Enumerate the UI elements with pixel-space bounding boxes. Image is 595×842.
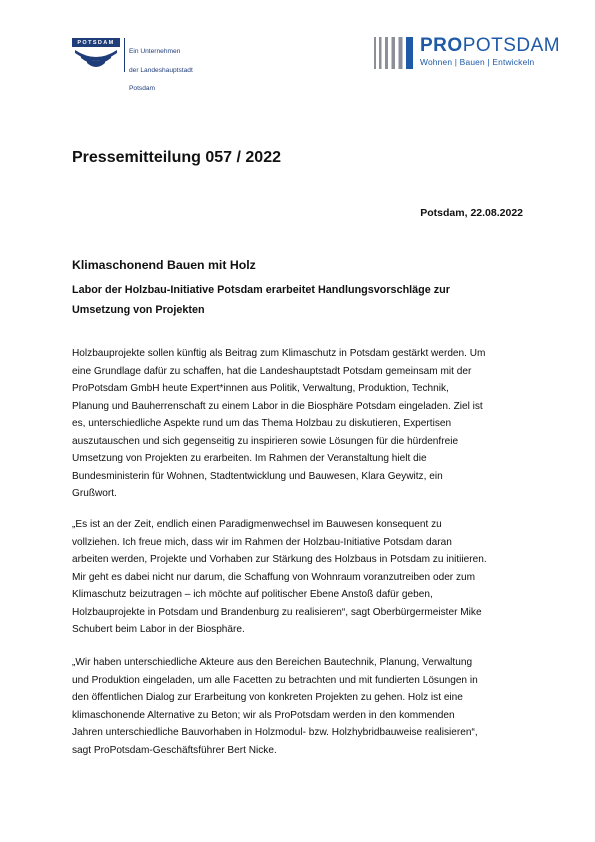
text-line: arbeiten werden, Projekte und Vorhaben zur Stärkung des Holzbaus in Potsdam zu initiieren. [72,554,487,565]
tagline-line: Potsdam [129,85,156,93]
subheadline-line: Umsetzung von Projekten [72,304,205,316]
text-line: vollziehen. Ich freue mich, dass wir im Rahmen der Holzbau-Initiative Potsdam daran [72,536,452,548]
paragraph-quote-mayor [72,516,530,639]
seal-word: POTSDAM [77,40,115,46]
text-line: den öffentlichen Dialog zur Erarbeitung von konkreten Projekten zu gehen. Holz ist eine [72,692,463,703]
text-line: Bundesministerin für Wohnen, Stadtentwicklung und Bauwesen, Klara Geywitz, ein [72,470,443,482]
text-line: eine Grundlage dafür zu schaffen, hat die Landeshauptstadt Potsdam gemeinsam mit der [72,365,472,377]
text-line: sagt ProPotsdam-Geschäftsführer Bert Nicke. [72,744,277,756]
logo-tagline [129,38,193,102]
logo-divider [124,38,125,72]
text-line: ProPotsdam GmbH heute Expert*innen aus Politik, Verwaltung, Produktion, Technik, [72,383,449,394]
text-line: es, unterschiedliche Aspekte rund um das Thema Holzbau zu diskutieren, Expertisen [72,418,452,429]
paragraph-quote-ceo [72,654,530,759]
text-line: Umsetzung von Projekten zu erarbeiten. Im Rahmen der Veranstaltung hielt die [72,453,427,464]
brand-pro: PRO [420,35,463,56]
tagline-line: der Landeshauptstadt [129,66,193,74]
text-line: Mir geht es dabei nicht nur darum, die Schaffung von Wohnraum voranzutreiben oder zum [72,571,476,583]
potsdam-city-logo [72,38,204,93]
brand-slogan: Wohnen | Bauen | Entwickeln [420,57,535,67]
text-line: Jahren unterschiedliche Bauvorhaben in Holzmodul- bzw. Holzhybridbauweise realisieren“, [72,727,478,738]
text-line: klimaschonende Alternative zu Beton; wir als ProPotsdam werden in den kommenden [72,709,455,721]
subheadline-line: Labor der Holzbau-Initiative Potsdam erarbeitet Handlungsvorschläge zur [72,284,450,296]
headline: Klimaschonend Bauen mit Holz [72,258,256,272]
text-line: Grußwort. [72,488,117,499]
text-line: „Es ist an der Zeit, endlich einen Paradigmenwechsel im Bauwesen konsequent zu [72,519,442,530]
text-line: Klimaschutz beizutragen – ich möchte auf politischer Ebene Anstoß dafür geben, [72,589,433,600]
text-line: und Produktion eingeladen, um alle Facetten zu betrachten und mit fundierten Lösungen in [72,674,478,686]
propotsdam-logo [374,35,561,72]
text-line: auszutauschen und sich gegenseitig zu inspirieren sowie Lösungen für die hürdenfreie [72,435,459,447]
page-title: Pressemitteilung 057 / 2022 [72,149,281,166]
subheadline [72,280,532,320]
brand-name [420,36,560,56]
place-date: Potsdam, 22.08.2022 [420,207,523,219]
text-line: Planung und Bauherrenschaft zu einem Labor in die Biosphäre Potsdam eingeladen. Ziel ist [72,400,483,412]
text-line: Holzbauprojekte in Potsdam und Brandenburg zu realisieren“, sagt Oberbürgermeister Mike [72,606,482,618]
text-line: Schubert beim Labor in der Biosphäre. [72,624,245,635]
brand-rest: POTSDAM [462,35,561,56]
text-line: Holzbauprojekte sollen künftig als Beitrag zum Klimaschutz in Potsdam gestärkt werden. Um [72,348,486,359]
text-line: „Wir haben unterschiedliche Akteure aus den Bereichen Bautechnik, Planung, Verwaltung [72,657,473,668]
tagline-line: Ein Unternehmen [129,48,181,56]
paragraph-intro [72,345,530,503]
bars-icon [374,37,414,69]
